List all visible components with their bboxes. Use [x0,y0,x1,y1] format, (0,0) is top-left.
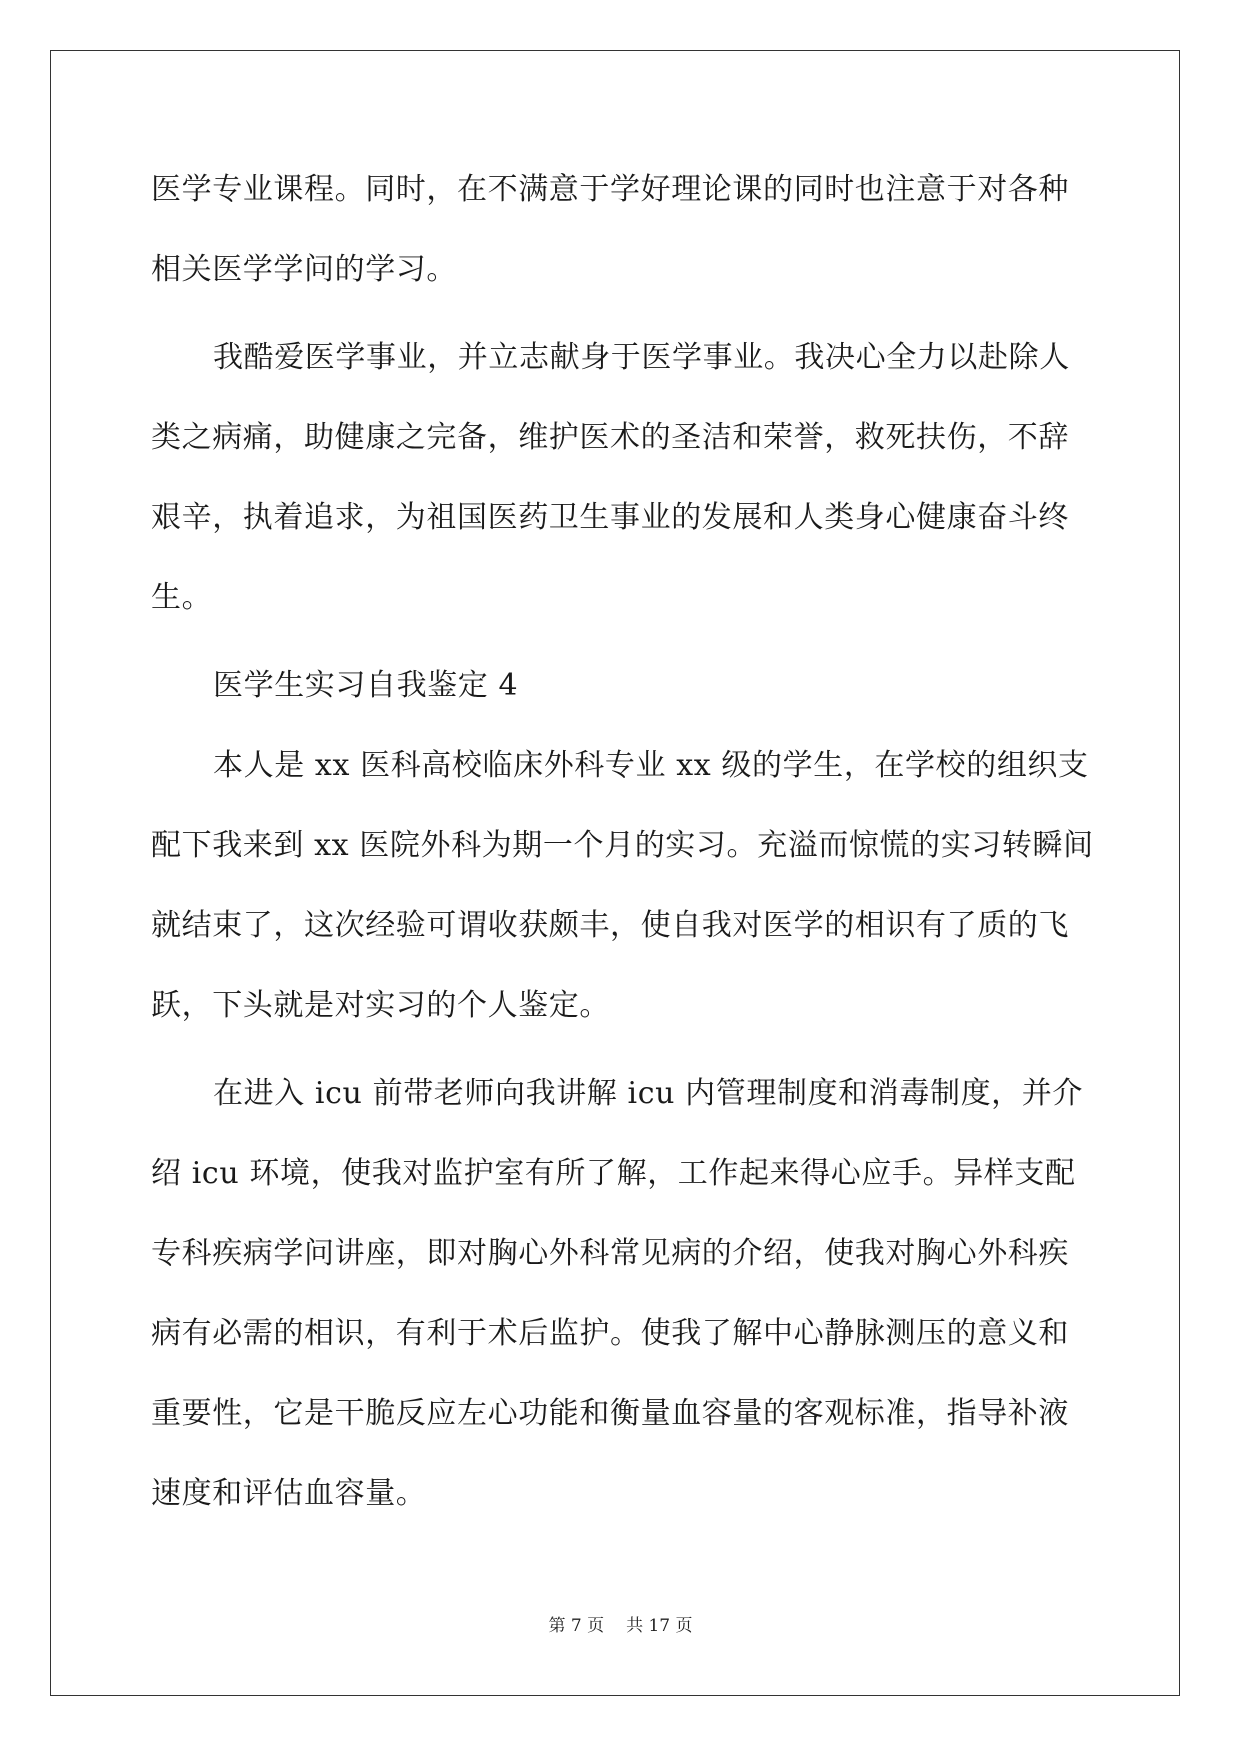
text-line-12: 在进入 icu 前带老师向我讲解 icu 内管理制度和消毒制度，并介 [213,1076,1083,1111]
total-pages: 共 17 页 [626,1616,693,1636]
text-line-9: 配下我来到 xx 医院外科为期一个月的实习。充溢而惊慌的实习转瞬间 [151,828,1094,863]
text-line-3: 我酷爱医学事业，并立志献身于医学事业。我决心全力以赴除人 [213,340,1070,375]
text-line-13: 绍 icu 环境，使我对监护室有所了解，工作起来得心应手。异样支配 [151,1156,1076,1191]
section-heading: 医学生实习自我鉴定 4 [213,668,519,703]
text-line-5: 艰辛，执着追求，为祖国医药卫生事业的发展和人类身心健康奋斗终 [151,500,1069,535]
text-line-1: 医学专业课程。同时，在不满意于学好理论课的同时也注意于对各种 [151,172,1069,207]
current-page-number: 第 7 页 [548,1616,605,1636]
page-footer [0,1614,1241,1638]
text-line-4: 类之病痛，助健康之完备，维护医术的圣洁和荣誉，救死扶伤，不辞 [151,420,1069,455]
text-line-2: 相关医学学问的学习。 [151,252,457,287]
text-line-16: 重要性，它是干脆反应左心功能和衡量血容量的客观标准，指导补液 [151,1396,1069,1431]
text-line-14: 专科疾病学问讲座，即对胸心外科常见病的介绍，使我对胸心外科疾 [151,1236,1069,1271]
text-line-8: 本人是 xx 医科高校临床外科专业 xx 级的学生，在学校的组织支 [213,748,1089,783]
text-line-6: 生。 [151,580,213,615]
text-line-10: 就结束了，这次经验可谓收获颇丰，使自我对医学的相识有了质的飞 [151,908,1069,943]
text-line-11: 跃，下头就是对实习的个人鉴定。 [151,988,610,1023]
page-border [50,50,1180,1696]
text-line-15: 病有必需的相识，有利于术后监护。使我了解中心静脉测压的意义和 [151,1316,1069,1351]
text-line-17: 速度和评估血容量。 [151,1476,427,1511]
